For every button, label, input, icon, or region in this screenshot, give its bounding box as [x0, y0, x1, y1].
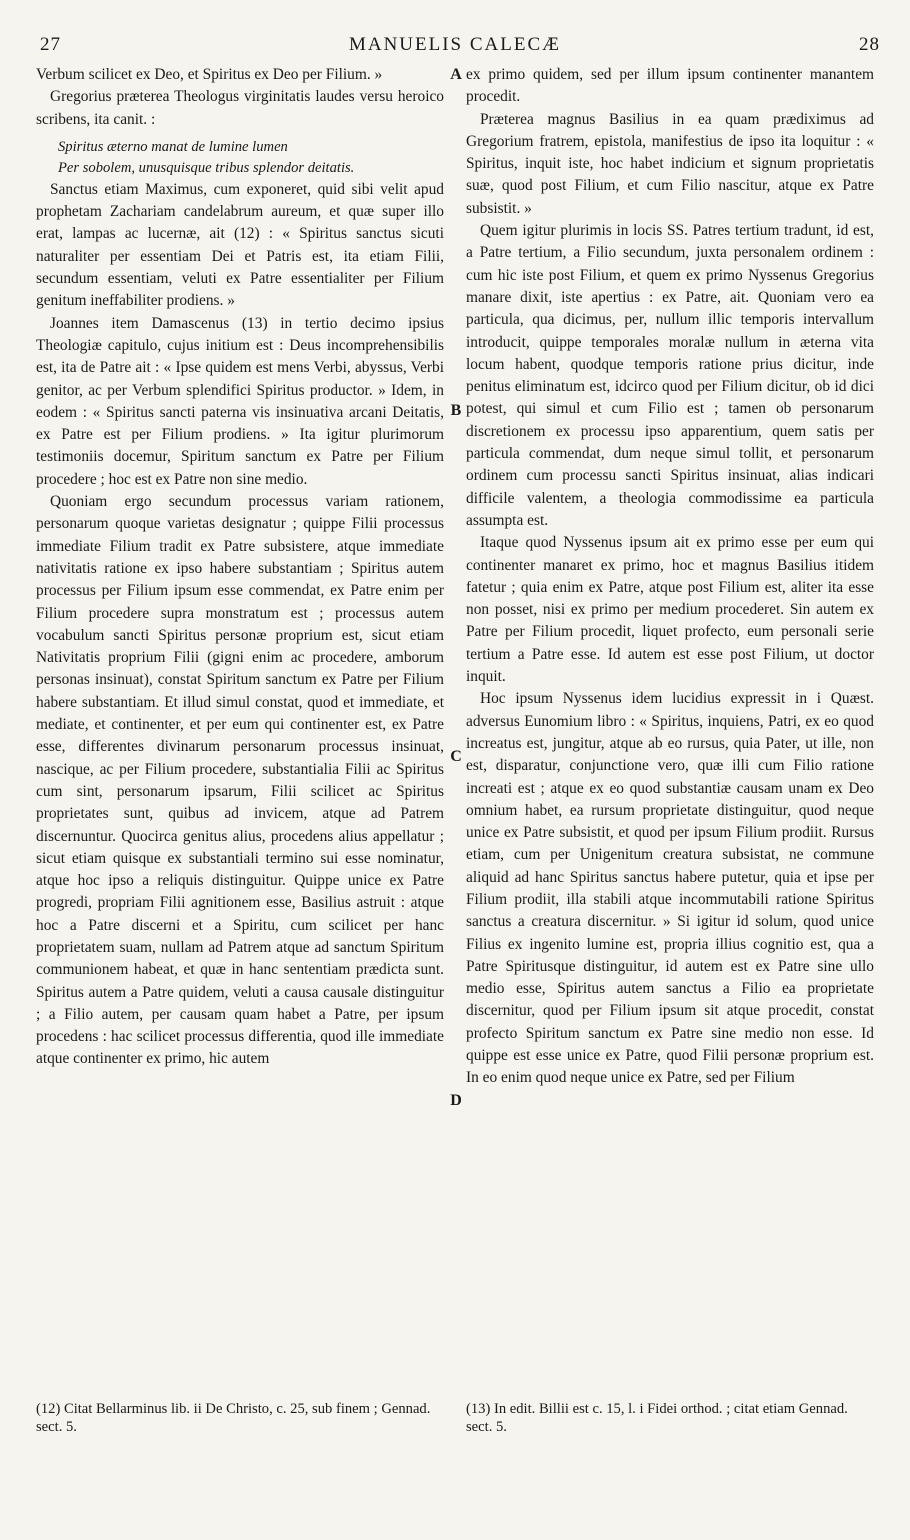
paragraph: ex primo quidem, sed per illum ipsum continenter manantem procedit.	[466, 66, 874, 106]
footnote-text: (13) In edit. Billii est c. 15, l. i Fidei orthod. ; citat etiam Gennad. sect. 5.	[466, 1401, 848, 1435]
paragraph: Sanctus etiam Maximus, cum exponeret, quid sibi velit apud prophetam Zachariam candelabrum aureum, et quæ super illo erat, lampas ac lucernæ, ait (12) : « Spiritus sanctus sicuti naturaliter per essentiam Dei et Patris est, ita etiam Filii, secundum essentiam, veluti ex Patre essentialiter per Filium genitum ineffabiliter prodiens. »	[36, 180, 444, 310]
margin-marker-a: A	[450, 66, 462, 83]
margin-marker-b: B	[450, 402, 462, 419]
paragraph: Hoc ipsum Nyssenus idem lucidius expressit in i Quæst. adversus Eunomium libro : « Spiritus, inquiens, Patri, ex eo quod increatus est, jungitur, atque ab eo rursus, quia Pater, ut ille, non est, disparatur, conjunctione vero, quæ illi cum Filio ratione increati est ; atque ex eo quod substantiæ causam unam ex Deo omnium habet, ea rursum proprietate distinguitur, quod neque unice ex Patre subsistit, et quod per ipsum Filium prodiit. Rursus etiam, cum per Unigenitum creatura subsistat, ne commune aliquid ad hanc Spiritus sanctus habere putetur, quia et ipse per Filium prodiit, illa stabili atque incommutabili ratione Spiritus sanctus a creatura discernitur. » Si igitur id solum, quod unice Filius ex ingenito lumine est, propria illius cognitio est, qua a Patre Spiritusque distinguitur, id autem est ex Patre sine ullo medio esse, Spiritus autem sanctus a Filio ea proprietate discernitur, quod per Filium ipsum sit atque procedit, constat profecto Spiritum sanctum ex Patre sine medio non esse. Id quippe est esse unice ex Patre, quod Filii personæ proprium est. In eo enim quod neque unice ex Patre, sed per Filium	[466, 690, 874, 1087]
paragraph: Joannes item Damascenus (13) in tertio decimo ipsius Theologiæ capitulo, cujus initium est : Deus incomprehensibilis est, ita de Patre ait : « Ipse quidem est mens Verbi, abyssus, Verbi genitor, ac per Verbum splendifici Spiritus productor. » Idem, in eodem : « Spiritus sancti paterna vis insinuativa arcani Deitatis, ex Patre est per Filium prodiens. » Ita igitur plurimorum testimoniis docemur, Spiritum sanctum ex Patre per Filium procedere ; hoc est ex Patre non sine medio.	[36, 314, 444, 488]
paragraph: Gregorius præterea Theologus virginitatis laudes versu heroico scribens, ita canit. :	[36, 88, 444, 128]
right-column	[466, 64, 874, 1384]
footnote-right	[466, 1400, 874, 1436]
margin-marker-c: C	[450, 748, 462, 765]
running-title: MANUELIS CALECÆ	[348, 34, 562, 55]
verse-line: Per sobolem, unusquisque tribus splendor deitatis.	[58, 159, 355, 176]
page-number-right: 28	[859, 34, 880, 55]
margin-marker-d: D	[450, 1092, 462, 1109]
left-column	[36, 64, 444, 1384]
paragraph: Quem igitur plurimis in locis SS. Patres tertium tradunt, id est, a Patre tertium, a Filio secundum, juxta personalem ordinem : cum hic iste post Filium, et quem ex primo Nyssenus Gregorius manare dixit, iste apertius : ex Patre, ait. Quoniam vero ea particula, qua dicimus, per, nullum illic temporis intervallum introducit, quippe temporales moralæ nullum in æterna vita locum habent, quodque temporis ratione prius dicitur, inde penitus eliminatum est, idcirco quod per Filium dicitur, ob id dici potest, qui simul et cum Filio est ; tamen ob personarum discretionem ex processu ipso apparentium, quem satis per particula commendat, dum neque simul tollit, et personarum ordinem cum processu sancti Spiritus insinuat, alias indicari difficile valentem, a theologia commodissime ea particula assumpta est.	[466, 222, 874, 529]
footnote-left	[36, 1400, 444, 1436]
paragraph: Itaque quod Nyssenus ipsum ait ex primo esse per eum qui continenter manaret ex primo, hoc et magnus Basilius itidem fatetur ; quia enim ex Patre, atque post Filium est, aliter ita esse non posset, nisi ex primo per medium procederet. Sin autem ex Patre per Filium procedit, liquet profecto, eum personali serie tertium a Patre esse. Id autem est esse post Filium, ut doctor inquit.	[466, 534, 874, 686]
footnote-text: (12) Citat Bellarminus lib. ii De Christo, c. 25, sub finem ; Gennad. sect. 5.	[36, 1401, 431, 1435]
paragraph: Quoniam ergo secundum processus variam rationem, personarum quoque varietas designatur ; quippe Filii processus immediate Filium tradit ex Patre subsistere, atque immediate nativitatis ratione ex ipso habere substantiam ; Spiritus autem processus per Filium ipsum esse commendat, ex Patre enim per Filium procedere supra monstratum est ; processus autem vocabulum sancti Spiritus personæ proprium est, sicut etiam Nativitatis proprium Filii (gigni enim ac procedere, amborum personas insinuat), constat Spiritum sanctum ex Patre per Filium habere substantiam. Et illud simul constat, quod et immediate, et mediate, et continenter, et per eum qui continenter est, ex Patre esse, differentes divinarum personarum processus insinuat, nascique, ac per Filium procedere, substantialia Filii ac Spiritus cum sint, personarum ipsarum, Filii scilicet ac Spiritus proprietates sunt, quibus ad invicem, atque ad Patrem discernuntur. Quocirca genitus alius, procedens alius appellatur ; sicut etiam quisque ex substantiali termino sui esse nominatur, atque hoc ipso a reliquis distinguitur. Quippe unice ex Patre progredi, propriam Filii agnitionem esse, Basilius astruit : atque hoc a Patre discerni et a Spiritu, cum scilicet per hanc proprietatem suam, nullam ad Patrem atque ad sanctum Spiritum communionem habeat, et quæ in hanc sententiam prædicta sunt. Spiritus autem a Patre quidem, veluti a causa causale distinguitur ; a Filio autem, per causam quam habet a Patre, per ipsum procedens : hac scilicet processus differentia, quod ille immediate atque continenter ex primo, hic autem	[36, 493, 444, 1068]
page-number-left: 27	[40, 34, 61, 55]
paragraph: Præterea magnus Basilius in ea quam prædiximus ad Gregorium fratrem, epistola, manifestius de ipso ita loquitur : « Spiritus, inquit iste, hoc habet indicium et signum proprietatis suæ, quod post Filium, et cum Filio nascitur, atque ex Patre subsistit. »	[466, 110, 874, 217]
paragraph: Verbum scilicet ex Deo, et Spiritus ex Deo per Filium. »	[36, 66, 383, 83]
verse-line: Spiritus æterno manat de lumine lumen	[58, 138, 288, 155]
running-header	[30, 34, 880, 60]
